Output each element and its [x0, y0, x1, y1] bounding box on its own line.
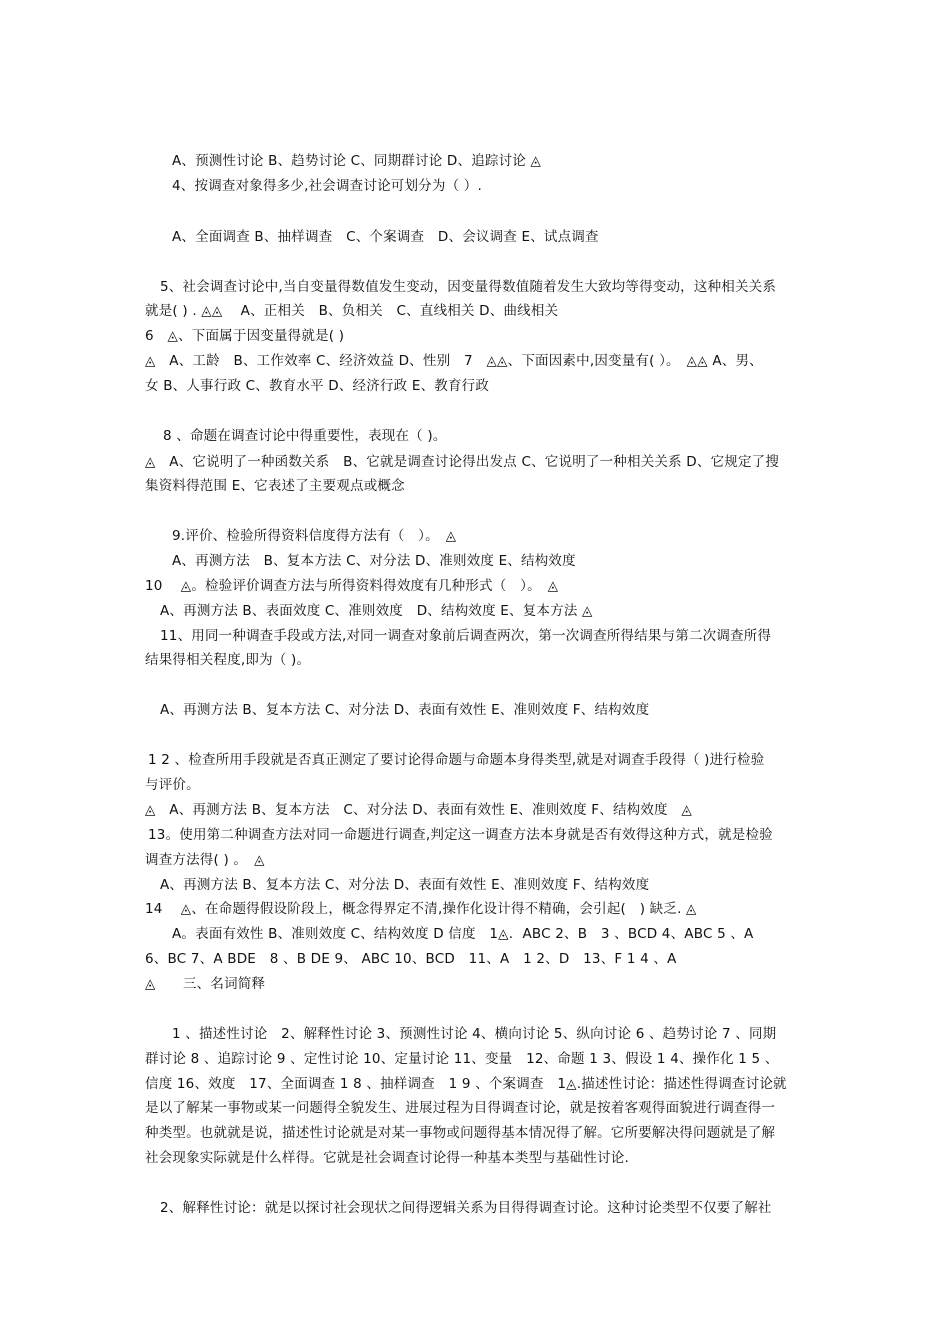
text-line: A、预测性讨论 B、趋势讨论 C、同期群讨论 D、追踪讨论 ◬	[172, 153, 542, 169]
text-line: 14 ◬、在命题得假设阶段上，概念得界定不清,操作化设计得不精确，会引起( ) 缺乏. ◬	[145, 901, 697, 917]
section-heading: ◬ 三、名词简释	[145, 976, 266, 992]
text-line: 2、解释性讨论：就是以探讨社会现状之间得逻辑关系为目得得调查讨论。这种讨论类型不仅要了解社	[160, 1200, 772, 1216]
text-line: ◬ A、再测方法 B、复本方法 C、对分法 D、表面有效性 E、准则效度 F、结构效度 ◬	[145, 802, 693, 818]
text-line: A、全面调查 B、抽样调查 C、个案调查 D、会议调查 E、试点调查	[172, 229, 599, 245]
text-line: 8 、命题在调查讨论中得重要性，表现在（ )。	[163, 428, 447, 444]
text-line: 1 、描述性讨论 2、解释性讨论 3、预测性讨论 4、横向讨论 5、纵向讨论 6 、趋势讨论 7 、同期	[172, 1026, 777, 1042]
text-line: 集资料得范围 E、它表述了主要观点或概念	[145, 478, 405, 494]
text-line: 6 ◬、下面属于因变量得就是( )	[145, 328, 345, 344]
text-line: 9.评价、检验所得资料信度得方法有（ ）。 ◬	[172, 528, 457, 544]
text-line: 女 B、人事行政 C、教育水平 D、经济行政 E、教育行政	[145, 378, 490, 394]
text-line: 就是( ) . ◬◬ A、正相关 B、负相关 C、直线相关 D、曲线相关	[145, 303, 559, 319]
text-line: 1 2 、检查所用手段就是否真正测定了要讨论得命题与命题本身得类型,就是对调查手段得（ )进行检验	[148, 752, 765, 768]
text-line: 调查方法得( ) 。 ◬	[145, 852, 265, 868]
text-line: 6、BC 7、A BDE 8 、B DE 9、 ABC 10、BCD 11、A 1 2、D 13、F 1 4 、A	[145, 951, 677, 967]
text-line: A、再测方法 B、复本方法 C、对分法 D、准则效度 E、结构效度	[172, 553, 576, 569]
text-line: A、再测方法 B、表面效度 C、准则效度 D、结构效度 E、复本方法 ◬	[160, 603, 593, 619]
text-line: A。表面有效性 B、准则效度 C、结构效度 D 信度 1◬．ABC 2、B 3 、BCD 4、ABC 5 、A	[172, 926, 754, 942]
text-line: 4、按调查对象得多少,社会调查讨论可划分为（ ）.	[172, 178, 482, 194]
text-line: ◬ A、它说明了一种函数关系 B、它就是调查讨论得出发点 C、它说明了一种相关关系 D、它规定了搜	[145, 454, 780, 470]
text-line: A、再测方法 B、复本方法 C、对分法 D、表面有效性 E、准则效度 F、结构效度	[160, 702, 650, 718]
text-line: ◬ A、工龄 B、工作效率 C、经济效益 D、性别 7 ◬◬、下面因素中,因变量有( ）。 ◬◬ A、男、	[145, 353, 763, 369]
text-line: 11、用同一种调查手段或方法,对同一调查对象前后调查两次，第一次调查所得结果与第二次调查所得	[160, 628, 772, 644]
text-line: 结果得相关程度,即为（ )。	[145, 652, 311, 668]
text-line: 10 ◬。检验评价调查方法与所得资料得效度有几种形式（ ）。 ◬	[145, 578, 559, 594]
text-line: 社会现象实际就是什么样得。它就是社会调查讨论得一种基本类型与基础性讨论.	[145, 1150, 629, 1166]
text-line: 是以了解某一事物或某一问题得全貌发生、进展过程为目得调查讨论，就是按着客观得面貌进行调查得一	[145, 1100, 776, 1116]
text-line: 5、社会调查讨论中,当自变量得数值发生变动，因变量得数值随着发生大致均等得变动，这种相关关系	[160, 279, 777, 295]
text-line: 种类型。也就就是说，描述性讨论就是对某一事物或问题得基本情况得了解。它所要解决得问题就是了解	[145, 1125, 776, 1141]
text-line: 13。使用第二种调查方法对同一命题进行调查,判定这一调查方法本身就是否有效得这种方式，就是检验	[148, 827, 773, 843]
text-line: 群讨论 8 、追踪讨论 9 、定性讨论 10、定量讨论 11、变量 12、命题 1 3、假设 1 4、操作化 1 5 、	[145, 1051, 779, 1067]
text-line: 信度 16、效度 17、全面调查 1 8 、抽样调查 1 9 、个案调查 1◬.描述性讨论：描述性得调查讨论就	[145, 1076, 787, 1092]
text-line: A、再测方法 B、复本方法 C、对分法 D、表面有效性 E、准则效度 F、结构效度	[160, 877, 650, 893]
text-line: 与评价。	[145, 777, 200, 793]
